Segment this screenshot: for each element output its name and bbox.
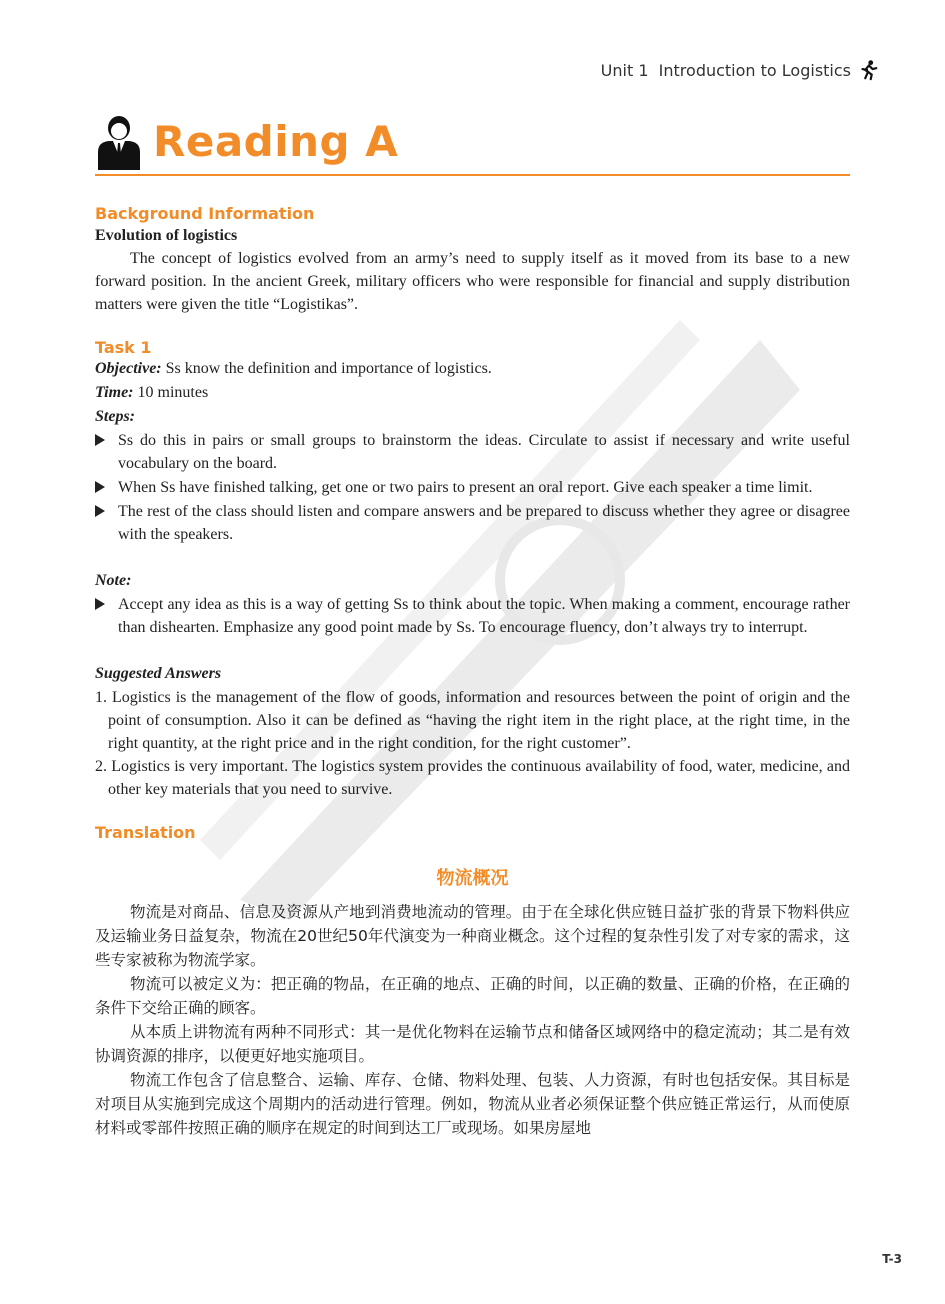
task1-heading: Task 1 [95,338,152,357]
steps-list [95,429,850,546]
background-heading: Background Information [95,204,315,223]
translation-title: 物流概况 [436,868,509,889]
time-label: Time: [95,384,134,401]
steps-label: Steps: [95,408,135,425]
list-item: Accept any idea as this is a way of getting Ss to think about the topic. When making a comment, encourage rather than dishearten. Emphasize any good point made by Ss. To encourage fluency, don’t always try to interrupt. [95,593,850,639]
page-number: T-3 [882,1252,902,1266]
list-item: 1. Logistics is the management of the flow of goods, information and resources between the point of origin and the point of consumption. Also it can be defined as “having the right item in the right place, at the right time, in the right quantity, at the right price and in the right condition, for the right customer”. [95,689,850,752]
list-item: 2. Logistics is very important. The logistics system provides the continuous availability of food, water, medicine, and other key materials that you need to survive. [95,758,850,798]
title-divider [95,174,850,176]
triangle-bullet-icon [95,481,105,493]
translation-paragraph: 物流可以被定义为：把正确的物品，在正确的地点、正确的时间，以正确的数量、正确的价格，在正确的条件下交给正确的顾客。 [95,975,850,1017]
translation-paragraph: 物流是对商品、信息及资源从产地到消费地流动的管理。由于在全球化供应链日益扩张的背景下物料供应及运输业务日益复杂，物流在20世纪50年代演变为一种商业概念。这个过程的复杂性引发了对专家的需求，这些专家被称为物流学家。 [95,903,850,969]
objective-text: Ss know the definition and importance of logistics. [161,360,492,377]
objective-label: Objective: [95,360,162,377]
section-title [95,112,398,170]
page-title: Reading A [153,116,399,166]
time-line [95,381,850,405]
answers-label: Suggested Answers [95,665,222,682]
objective-line [95,357,850,381]
running-head [601,59,879,81]
translation-body [95,900,850,1140]
answers-line [95,662,850,686]
triangle-bullet-icon [95,598,105,610]
time-text: 10 minutes [133,384,209,401]
notes-list [95,593,850,639]
translation-heading: Translation [95,823,196,842]
unit-label: Unit 1 Introduction to Logistics [600,60,851,80]
translation-paragraph: 物流工作包含了信息整合、运输、库存、仓储、物料处理、包装、人力资源，有时也包括安保。其目标是对项目从实施到完成这个周期内的活动进行管理。例如，物流从业者必须保证整个供应链正常运行，从而使原材料或零部件按照正确的顺序在规定的时间到达工厂或现场。如果房屋地 [95,1071,850,1137]
triangle-bullet-icon [95,434,105,446]
triangle-bullet-icon [95,505,105,517]
translation-paragraph: 从本质上讲物流有两种不同形式：其一是优化物料在运输节点和储备区域网络中的稳定流动；其二是有效协调资源的排序，以便更好地实施项目。 [95,1023,850,1065]
running-man-icon [857,59,879,81]
list-item: When Ss have finished talking, get one or two pairs to present an oral report. Give each speaker a time limit. [95,476,850,499]
list-item: Ss do this in pairs or small groups to brainstorm the ideas. Circulate to assist if necessary and write useful vocabulary on the board. [95,429,850,475]
steps-line [95,405,850,429]
page-body [95,204,850,1140]
background-subheading: Evolution of logistics [95,227,238,244]
note-label: Note: [95,572,132,589]
answers-list [95,686,850,801]
background-paragraph: The concept of logistics evolved from an army’s need to supply itself as it moved from its base to a new forward position. In the ancient Greek, military officers who were responsible for financial and supply distribution matters were given the title “Logistikas”. [95,250,850,313]
businessman-icon [95,112,143,170]
list-item: The rest of the class should listen and compare answers and be prepared to discuss whether they agree or disagree with the speakers. [95,500,850,546]
note-line [95,569,850,593]
